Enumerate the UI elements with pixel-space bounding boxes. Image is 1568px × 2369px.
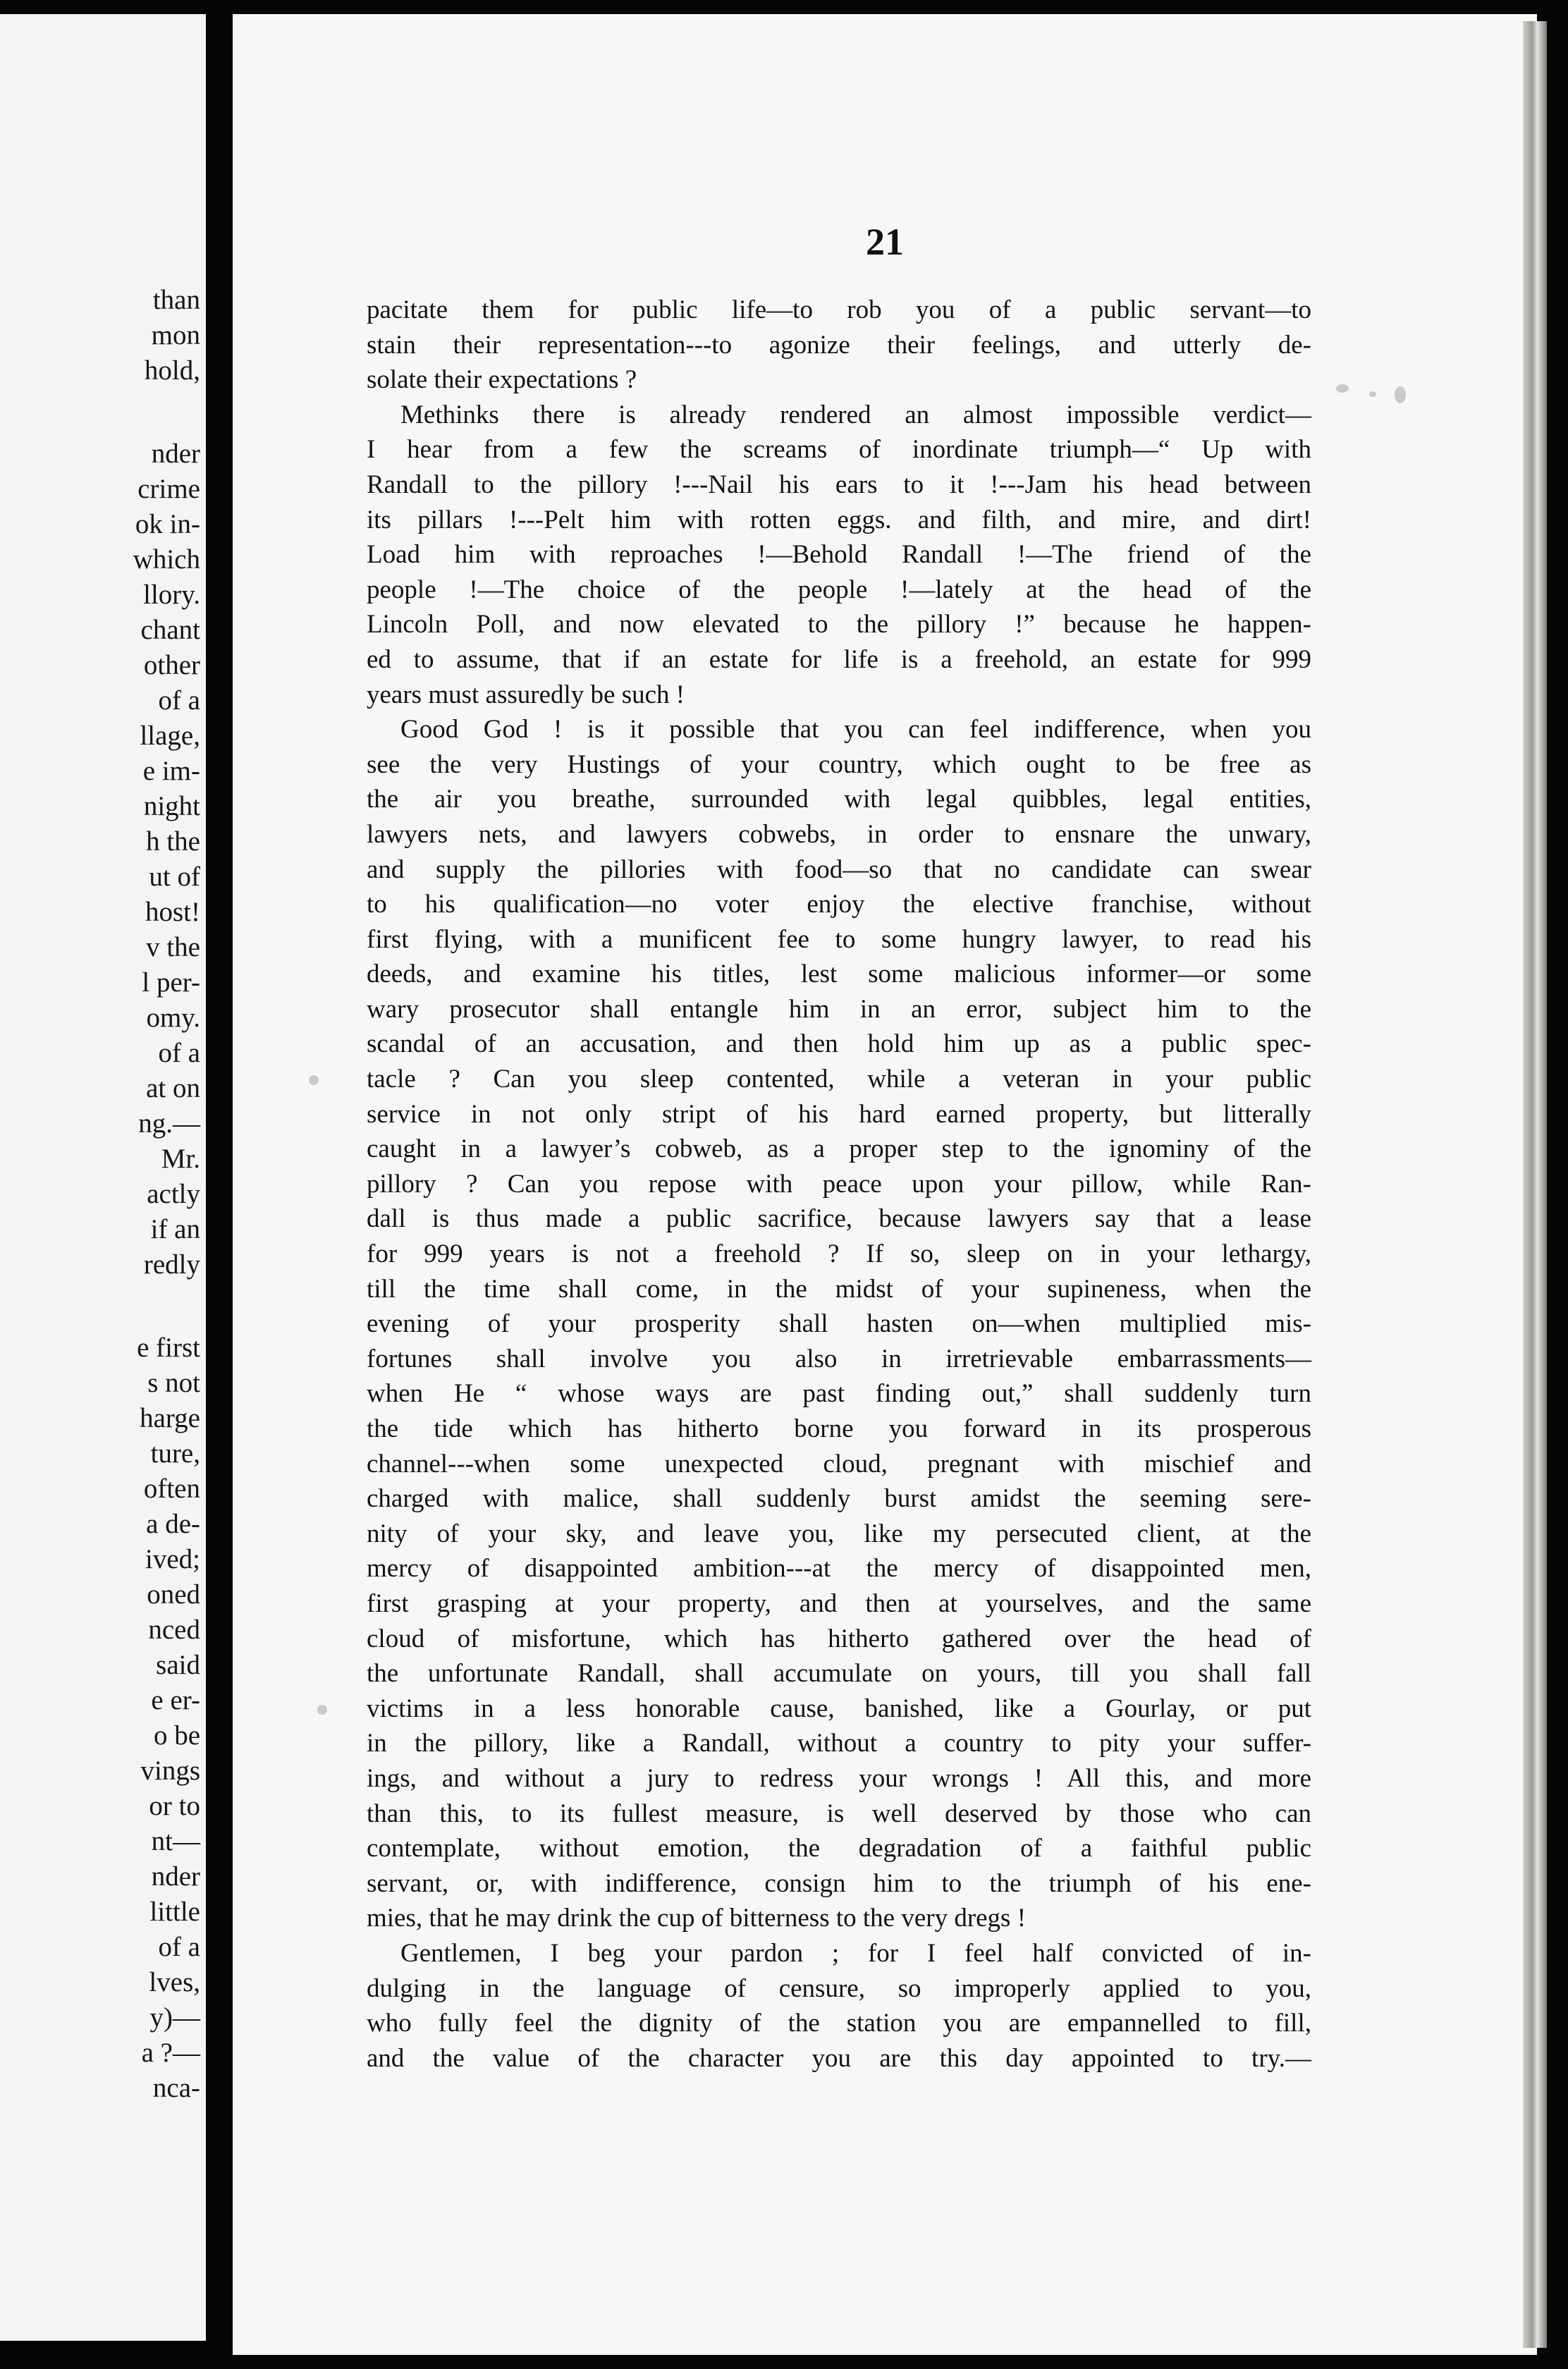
left-line-fragment: llage, bbox=[140, 721, 200, 751]
left-line-fragment: chant bbox=[140, 615, 200, 645]
left-line-fragment: little bbox=[149, 1897, 200, 1927]
left-line-fragment: ture, bbox=[150, 1438, 200, 1469]
text-line: the tide which has hitherto borne you forward in its prosperous bbox=[367, 1414, 1311, 1443]
left-line-fragment: of a bbox=[158, 1932, 200, 1962]
left-line-fragment: which bbox=[133, 544, 200, 575]
text-line: see the very Hustings of your country, which ought to be free as bbox=[367, 749, 1311, 779]
left-line-fragment: nder bbox=[151, 439, 200, 469]
left-line-fragment: l per- bbox=[142, 967, 200, 998]
text-line: mies, that he may drink the cup of bitterness to the very dregs ! bbox=[367, 1904, 1027, 1933]
text-line: contemplate, without emotion, the degradation of a faithful public bbox=[367, 1834, 1311, 1863]
text-line: Good God ! is it possible that you can feel indifference, when you bbox=[400, 715, 1311, 745]
text-line: Lincoln Poll, and now elevated to the pillory !” because he happen- bbox=[367, 610, 1311, 639]
left-line-fragment: o be bbox=[153, 1720, 200, 1751]
text-line: when He “ whose ways are past finding out,” shall suddenly turn bbox=[367, 1379, 1311, 1409]
left-line-fragment: said bbox=[156, 1650, 200, 1680]
left-line-fragment: a de- bbox=[146, 1509, 200, 1539]
page-edge-shadow bbox=[1523, 21, 1547, 2348]
text-line: lawyers nets, and lawyers cobwebs, in order to ensnare the unwary, bbox=[367, 819, 1311, 849]
text-line: pacitate them for public life—to rob you of a public servant—to bbox=[367, 295, 1311, 324]
text-line: Randall to the pillory !---Nail his ears to it !---Jam his head between bbox=[367, 470, 1311, 499]
text-line: Methinks there is already rendered an almost impossible verdict— bbox=[400, 400, 1311, 429]
text-line: wary prosecutor shall entangle him in an error, subject him to the bbox=[367, 994, 1311, 1024]
book-page bbox=[233, 14, 1537, 2355]
text-line: first flying, with a munificent fee to some hungry lawyer, to read his bbox=[367, 924, 1311, 954]
text-line: ed to assume, that if an estate for life is a freehold, an estate for 999 bbox=[367, 644, 1311, 674]
left-line-fragment: ng.— bbox=[138, 1108, 200, 1139]
text-line: solate their expectations ? bbox=[367, 365, 637, 395]
text-line: ings, and without a jury to redress your wrongs ! All this, and more bbox=[367, 1763, 1311, 1793]
ink-smudge bbox=[317, 1705, 327, 1715]
ink-smudge bbox=[1336, 384, 1349, 393]
left-line-fragment: s not bbox=[147, 1368, 200, 1398]
text-line: than this, to its fullest measure, is well deserved by those who can bbox=[367, 1799, 1311, 1828]
text-line: cloud of misfortune, which has hitherto gathered over the head of bbox=[367, 1624, 1311, 1653]
text-line: Load him with reproaches !—Behold Randall !—The friend of the bbox=[367, 540, 1311, 570]
left-line-fragment: Mr. bbox=[161, 1144, 200, 1174]
text-line: fortunes shall involve you also in irretrievable embarrassments— bbox=[367, 1344, 1311, 1373]
left-line-fragment: nder bbox=[151, 1861, 200, 1892]
text-line: scandal of an accusation, and then hold him up as a public spec- bbox=[367, 1029, 1311, 1059]
text-line: mercy of disappointed ambition---at the mercy of disappointed men, bbox=[367, 1554, 1311, 1584]
left-line-fragment: harge bbox=[140, 1403, 200, 1433]
text-line: servant, or, with indifference, consign him to the triumph of his ene- bbox=[367, 1868, 1311, 1898]
text-line: stain their representation---to agonize their feelings, and utterly de- bbox=[367, 330, 1311, 360]
left-line-fragment: e er- bbox=[151, 1685, 200, 1715]
left-line-fragment: hold, bbox=[144, 355, 200, 386]
text-line: tacle ? Can you sleep contented, while a veteran in your public bbox=[367, 1065, 1311, 1094]
text-line: years must assuredly be such ! bbox=[367, 680, 685, 709]
left-line-fragment: omy. bbox=[146, 1003, 200, 1033]
text-line: pillory ? Can you repose with peace upon your pillow, while Ran- bbox=[367, 1169, 1311, 1199]
text-line: and the value of the character you are this day appointed to try.— bbox=[367, 2043, 1311, 2073]
text-line: till the time shall come, in the midst of your supineness, when the bbox=[367, 1274, 1311, 1304]
text-line: in the pillory, like a Randall, without a country to pity your suffer- bbox=[367, 1729, 1311, 1758]
left-line-fragment: oned bbox=[147, 1579, 200, 1610]
text-line: charged with malice, shall suddenly burst amidst the seeming sere- bbox=[367, 1484, 1311, 1514]
left-line-fragment: host! bbox=[145, 897, 200, 927]
left-line-fragment: of a bbox=[158, 685, 200, 716]
text-line: I hear from a few the screams of inordinate triumph—“ Up with bbox=[367, 435, 1311, 465]
left-line-fragment: nt— bbox=[151, 1826, 200, 1856]
text-line: for 999 years is not a freehold ? If so, sleep on in your lethargy, bbox=[367, 1239, 1311, 1269]
left-line-fragment: than bbox=[152, 285, 200, 315]
page-body-text bbox=[367, 293, 1311, 2076]
left-line-fragment: or to bbox=[149, 1791, 200, 1821]
ink-smudge bbox=[1369, 391, 1376, 397]
text-line: and supply the pillories with food—so that no candidate can swear bbox=[367, 855, 1311, 884]
left-line-fragment: ok in- bbox=[135, 509, 200, 539]
left-line-fragment: night bbox=[143, 791, 200, 821]
text-line: first grasping at your property, and then at yourselves, and the same bbox=[367, 1588, 1311, 1618]
page-number: 21 bbox=[866, 221, 904, 263]
left-line-fragment: lves, bbox=[149, 1967, 200, 1997]
left-line-fragment: a ?— bbox=[141, 2038, 200, 2068]
text-line: people !—The choice of the people !—lately at the head of the bbox=[367, 575, 1311, 604]
left-line-fragment: ut of bbox=[149, 862, 200, 892]
text-line: who fully feel the dignity of the station you are empannelled to fill, bbox=[367, 2009, 1311, 2038]
text-line: the unfortunate Randall, shall accumulate on yours, till you shall fall bbox=[367, 1659, 1311, 1689]
left-line-fragment: other bbox=[143, 650, 200, 680]
text-line: victims in a less honorable cause, banished, like a Gourlay, or put bbox=[367, 1694, 1311, 1723]
text-line: dulging in the language of censure, so improperly applied to you, bbox=[367, 1973, 1311, 2003]
text-line: the air you breathe, surrounded with legal quibbles, legal entities, bbox=[367, 785, 1311, 814]
text-line: service in not only stript of his hard earned property, but litterally bbox=[367, 1099, 1311, 1129]
ink-smudge bbox=[309, 1075, 319, 1085]
text-line: to his qualification—no voter enjoy the elective franchise, without bbox=[367, 890, 1311, 919]
text-line: dall is thus made a public sacrifice, because lawyers say that a lease bbox=[367, 1204, 1311, 1234]
left-line-fragment: of a bbox=[158, 1038, 200, 1068]
left-line-fragment: at on bbox=[146, 1073, 200, 1103]
left-line-fragment: crime bbox=[137, 474, 200, 504]
left-line-fragment: if an bbox=[150, 1214, 200, 1244]
text-line: deeds, and examine his titles, lest some malicious informer—or some bbox=[367, 960, 1311, 989]
left-line-fragment: nced bbox=[148, 1615, 200, 1645]
text-line: caught in a lawyer’s cobweb, as a proper step to the ignominy of the bbox=[367, 1134, 1311, 1164]
text-line: evening of your prosperity shall hasten on—when multiplied mis- bbox=[367, 1309, 1311, 1339]
left-line-fragment: redly bbox=[143, 1249, 200, 1280]
left-line-fragment: v the bbox=[146, 932, 200, 962]
left-line-fragment: e im- bbox=[142, 756, 200, 786]
left-line-fragment: y)— bbox=[149, 2002, 200, 2033]
left-line-fragment: often bbox=[143, 1474, 200, 1504]
ink-smudge bbox=[1395, 386, 1406, 403]
text-line: nity of your sky, and leave you, like my persecuted client, at the bbox=[367, 1519, 1311, 1548]
left-line-fragment: e first bbox=[137, 1333, 200, 1363]
left-line-fragment: llory. bbox=[143, 580, 200, 610]
left-line-fragment: ived; bbox=[145, 1544, 200, 1574]
left-page-fragment bbox=[0, 14, 206, 2341]
left-line-fragment: actly bbox=[147, 1179, 200, 1209]
text-line: channel---when some unexpected cloud, pregnant with mischief and bbox=[367, 1449, 1311, 1479]
left-line-fragment: vings bbox=[140, 1756, 200, 1786]
left-line-fragment: h the bbox=[146, 826, 200, 857]
left-line-fragment: nca- bbox=[152, 2073, 200, 2103]
text-line: its pillars !---Pelt him with rotten eggs. and filth, and mire, and dirt! bbox=[367, 505, 1311, 534]
left-line-fragment: mon bbox=[151, 320, 200, 350]
text-line: Gentlemen, I beg your pardon ; for I feel half convicted of in- bbox=[400, 1938, 1311, 1968]
